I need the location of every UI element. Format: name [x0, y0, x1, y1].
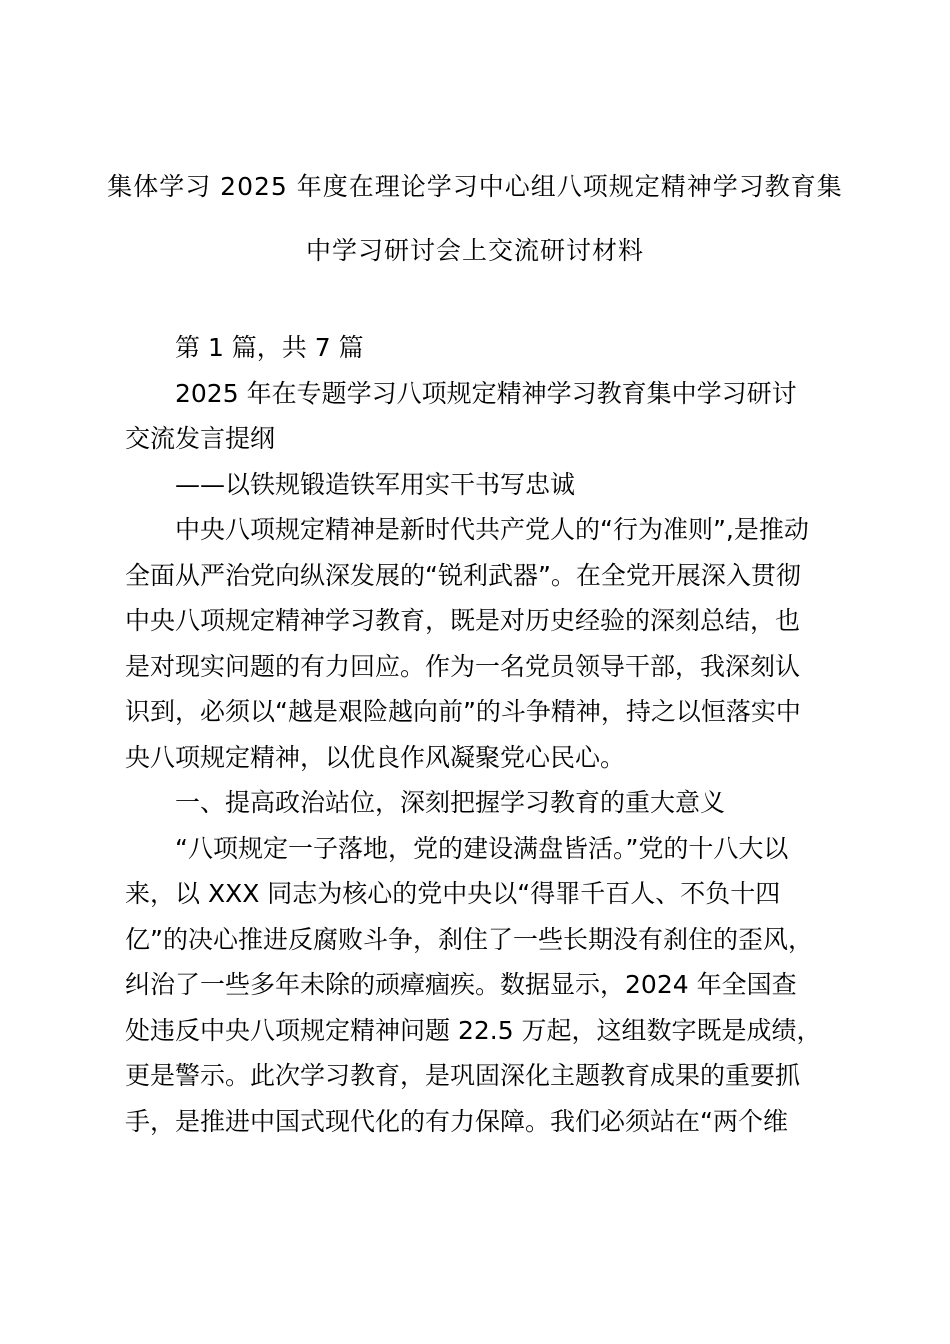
paragraph-line: 处违反中央八项规定精神问题 22.5 万起，这组数字既是成绩，: [125, 1015, 822, 1045]
paragraph-line: 纠治了一些多年未除的顽瘴痼疾。数据显示，2024 年全国查: [125, 970, 797, 999]
paragraph-line: 来，以 XXX 同志为核心的党中央以“得罪千百人、不负十四: [125, 879, 781, 908]
subtitle-line-1: 2025 年在专题学习八项规定精神学习教育集中学习研讨: [175, 378, 797, 408]
paragraph-line: 更是警示。此次学习教育，是巩固深化主题教育成果的重要抓: [125, 1061, 801, 1090]
paragraph-line: 中央八项规定精神学习教育，既是对历史经验的深刻总结，也: [125, 606, 801, 635]
paragraph-line: “八项规定一子落地，党的建设满盘皆活。”党的十八大以: [175, 833, 789, 863]
subtitle-line-2: 交流发言提纲: [125, 424, 276, 453]
section-heading: 一、提高政治站位，深刻把握学习教育的重大意义: [175, 788, 726, 817]
paragraph-line: 中央八项规定精神是新时代共产党人的“行为准则”,是推动: [175, 515, 809, 544]
title-line-2: 中学习研讨会上交流研讨材料: [305, 236, 644, 265]
title-line-1: 集体学习 2025 年度在理论学习中心组八项规定精神学习教育集: [107, 172, 843, 201]
document-body: [125, 325, 845, 1144]
subtitle-tagline: ——以铁规锻造铁军用实干书写忠诚: [175, 469, 576, 499]
paragraph-line: 是对现实问题的有力回应。作为一名党员领导干部，我深刻认: [125, 651, 801, 681]
paragraph-line: 亿”的决心推进反腐败斗争，刹住了一些长期没有刹住的歪风，: [125, 924, 813, 954]
paragraph-line: 识到，必须以“越是艰险越向前”的斗争精神，持之以恒落实中: [125, 697, 801, 726]
paragraph-line: 全面从严治党向纵深发展的“锐利武器”。在全党开展深入贯彻: [125, 560, 801, 590]
section-count: 第 1 篇，共 7 篇: [175, 333, 364, 362]
document-title: [100, 155, 850, 283]
paragraph-line: 央八项规定精神，以优良作风凝聚党心民心。: [125, 742, 626, 772]
paragraph-line: 手，是推进中国式现代化的有力保障。我们必须站在“两个维: [125, 1106, 788, 1136]
